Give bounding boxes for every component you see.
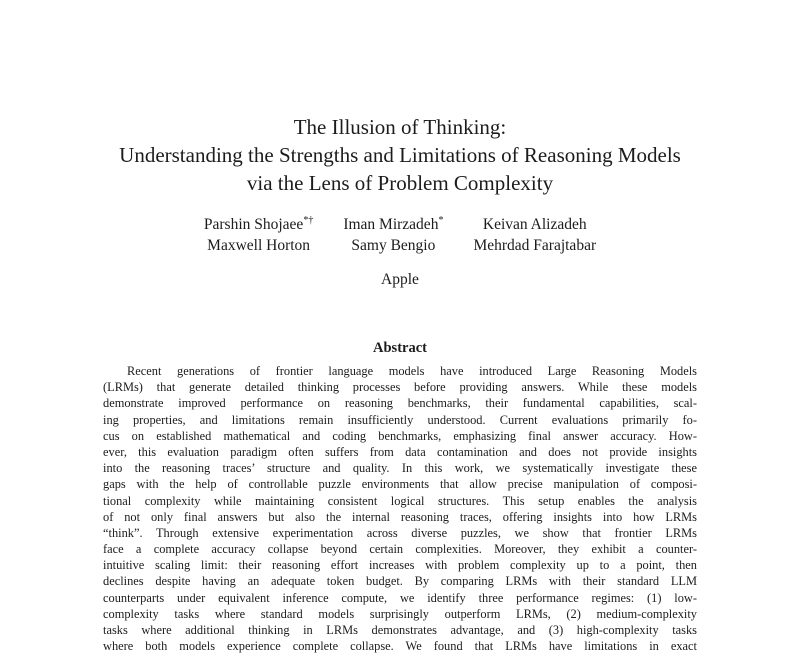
abstract-line: “think”. Through extensive experimentation across diverse puzzles, we show that frontier LRMs [103, 525, 697, 540]
abstract-line: complexity tasks where standard models surprisingly outperform LRMs, (2) medium-complexity [103, 606, 697, 621]
paper-title [0, 113, 800, 197]
abstract-line: gaps with the help of controllable puzzle environments that allow precise manipulation of composi- [103, 477, 697, 492]
author-name: Iman Mirzadeh* [343, 214, 444, 233]
abstract-line: declines despite having an adequate token budget. By comparing LRMs with their standard LLM [103, 574, 697, 589]
authors-grid [0, 214, 800, 256]
abstract-heading: Abstract [373, 340, 427, 356]
paper-title-line: via the Lens of Problem Complexity [246, 171, 554, 195]
abstract-text [103, 363, 697, 654]
author-marks: *† [303, 214, 314, 226]
paper-title-line: Understanding the Strengths and Limitations of Reasoning Models [119, 143, 681, 167]
abstract-line: tasks where additional thinking in LRMs demonstrates advantage, and (3) high-complexity tasks [103, 623, 697, 637]
abstract-line: ever, this evaluation paradigm often suffers from data contamination and does not provide insights [103, 444, 697, 459]
abstract-line: intuitive scaling limit: their reasoning effort increases with problem complexity up to a point, then [103, 558, 697, 573]
author-name: Maxwell Horton [207, 237, 311, 254]
abstract-line: of not only final answers but also the internal reasoning traces, offering insights into how LRMs [103, 509, 697, 524]
abstract-line: where both models experience complete collapse. We found that LRMs have limitations in exact [103, 639, 697, 654]
abstract-line: cus on established mathematical and coding benchmarks, emphasizing final answer accuracy. How- [103, 428, 697, 443]
abstract-line: into the reasoning traces’ structure and quality. In this work, we systematically investigate these [103, 461, 697, 476]
author-name: Parshin Shojaee*† [203, 214, 314, 233]
abstract-line: counterparts under equivalent inference compute, we identify three performance regimes: (1) low- [103, 590, 697, 605]
author-marks: * [438, 214, 444, 226]
abstract-line: Recent generations of frontier language models have introduced Large Reasoning Models [127, 364, 697, 378]
paper-title-line: The Illusion of Thinking: [293, 115, 507, 139]
author-name: Keivan Alizadeh [482, 216, 587, 233]
abstract-line: (LRMs) that generate detailed thinking processes before providing answers. While these models [103, 380, 697, 395]
abstract-line: ing properties, and limitations remain insufficiently understood. Current evaluations primarily fo- [103, 412, 697, 427]
affiliation: Apple [381, 271, 419, 288]
abstract-line: face a complete accuracy collapse beyond certain complexities. Moreover, they exhibit a counter- [103, 542, 697, 557]
author-name: Mehrdad Farajtabar [473, 237, 597, 254]
abstract-line: tional complexity while maintaining consistent logical structures. This setup enables the analysis [103, 493, 697, 508]
abstract-line: demonstrate improved performance on reasoning benchmarks, their fundamental capabilities, scal- [103, 396, 697, 411]
author-name: Samy Bengio [351, 237, 436, 254]
